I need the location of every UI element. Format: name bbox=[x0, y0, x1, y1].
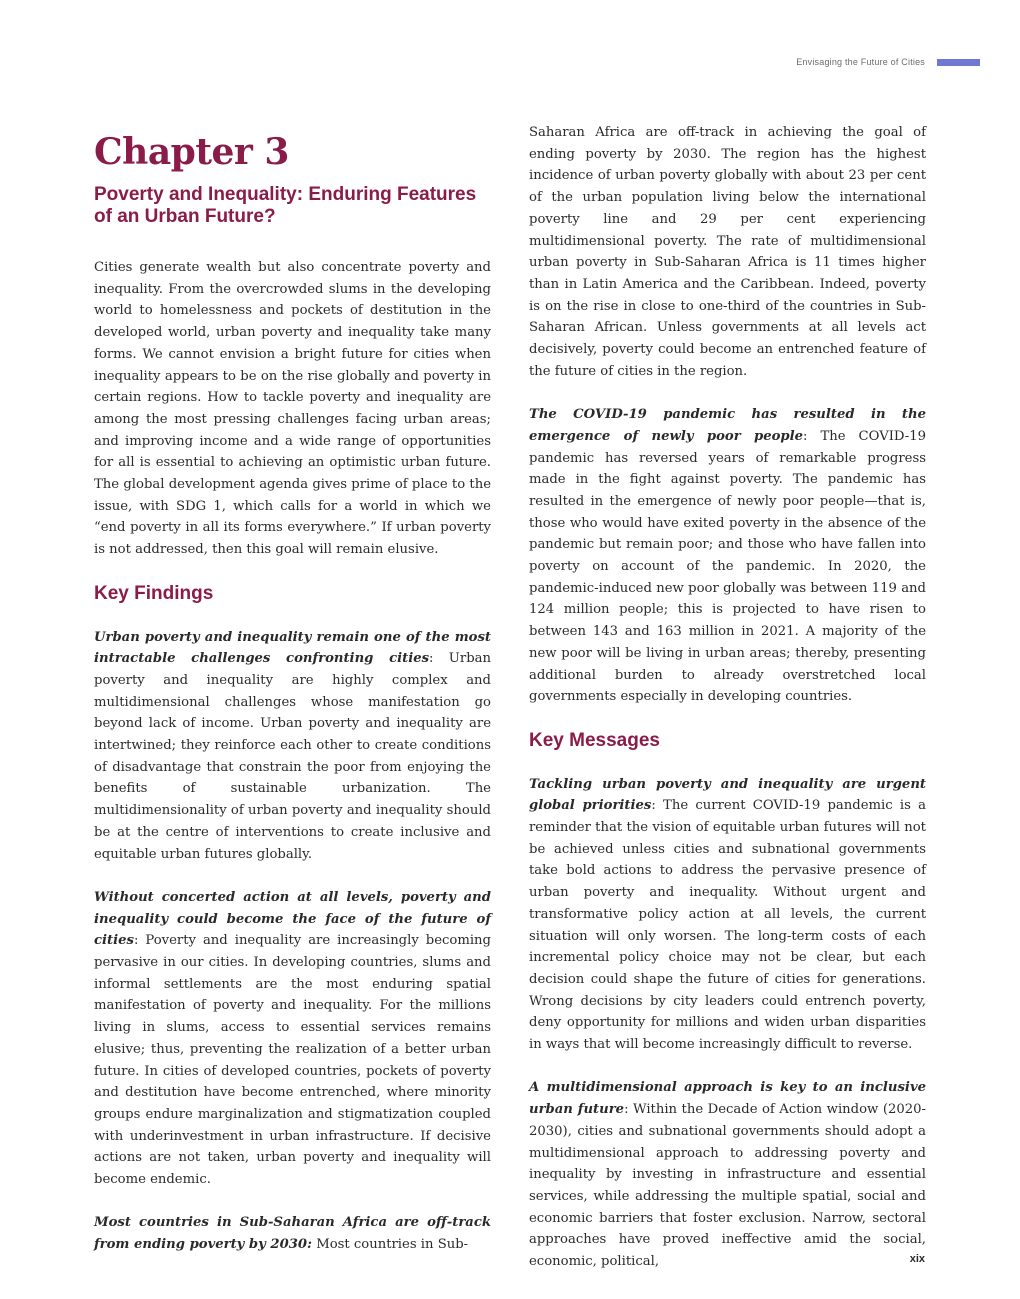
left-column bbox=[94, 126, 491, 1256]
finding-sep-4: : bbox=[803, 428, 821, 444]
finding-body-3-start: Most countries in Sub- bbox=[316, 1237, 469, 1253]
running-header-title: Envisaging the Future of Cities bbox=[796, 57, 925, 67]
finding-paragraph-4 bbox=[529, 404, 926, 708]
finding-lead-4: The COVID-19 pandemic has resulted in the emergence of newly poor people bbox=[529, 407, 926, 444]
header-accent-bar bbox=[937, 59, 980, 66]
finding-lead-2: Without concerted action at all levels, poverty and inequality could become the face of the future of cities bbox=[94, 889, 491, 949]
finding-body-4: The COVID-19 pandemic has reversed years of remarkable progress made in the fight against poverty. The pandemic has resulted in the emergence of newly poor people—that is, those who would have exited poverty in the absence of the pandemic but remain poor; and those who have fallen into poverty on account of the pandemic. In 2020, the pandemic-induced new poor globally was between 119 and 124 million people; this is projected to have risen to between 143 and 163 million in 2021. A majority of the new poor will be living in urban areas; thereby, presenting additional burden to already overstretched local governments especially in developing countries. bbox=[529, 428, 926, 705]
message-sep-2: : bbox=[624, 1102, 633, 1118]
message-body-1: The current COVID-19 pandemic is a reminder that the vision of equitable urban futures will not be achieved unless cities and subnational governments take bold actions to address the pervasive presence of urban poverty and inequality. Without urgent and transformative policy action at all levels, the current situation will only worsen. The long-term costs of each incremental policy choice may not be clear, but each decision could shape the future of cities for generations. Wrong decisions by city leaders could entrench poverty, deny opportunity for millions and widen urban disparities in ways that will become increasingly difficult to reverse. bbox=[529, 798, 926, 1053]
chapter-title: Chapter 3 bbox=[94, 131, 289, 173]
message-paragraph-2 bbox=[529, 1077, 926, 1272]
finding-paragraph-3-continued: Saharan Africa are off-track in achieving the goal of ending poverty by 2030. The region has the highest incidence of urban poverty globally with about 23 per cent of the urban population living below the international poverty line and 29 per cent experiencing multidimensional poverty. The rate of multidimensional urban poverty in Sub-Saharan Africa is 11 times higher than in Latin America and the Caribbean. Indeed, poverty is on the rise in close to one-third of the countries in Sub-Saharan African. Unless governments at all levels act decisively, poverty could become an entrenched feature of the future of cities in the region. bbox=[529, 125, 926, 379]
page-number: xix bbox=[909, 1253, 925, 1265]
key-messages-heading: Key Messages bbox=[529, 729, 660, 751]
message-lead-2: A multidimensional approach is key to an inclusive urban future bbox=[529, 1080, 926, 1118]
finding-paragraph-2 bbox=[94, 887, 491, 1191]
finding-lead-3: Most countries in Sub-Saharan Africa are off-track from ending poverty by 2030: bbox=[94, 1215, 491, 1253]
key-findings-heading: Key Findings bbox=[94, 582, 214, 604]
finding-lead-1: Urban poverty and inequality remain one of the most intractable challenges confronting cities bbox=[94, 629, 491, 667]
finding-body-1: Urban poverty and inequality are highly complex and multidimensional challenges whose manifestation go beyond lack of income. Urban poverty and inequality are intertwined; they reinforce each other to create conditions of disadvantage that constrain the poor from enjoying the benefits of sustainable urbanization. The multidimensionality of urban poverty and inequality should be at the centre of interventions to create inclusive and equitable urban futures globally. bbox=[94, 651, 491, 862]
intro-paragraph: Cities generate wealth but also concentrate poverty and inequality. From the overcrowded slums in the developing world to homelessness and pockets of destitution in the developed world, urban poverty and inequality take many forms. We cannot envision a bright future for cities when inequality appears to be on the rise globally and poverty in certain regions. How to tackle poverty and inequality are among the most pressing challenges facing urban areas; and improving income and a wide range of opportunities for all is essential to achieving an optimistic urban future. The global development agenda gives prime of place to the issue, with SDG 1, which calls for a world in which we “end poverty in all its forms everywhere.” If urban poverty is not addressed, then this goal will remain elusive. bbox=[94, 260, 491, 558]
finding-paragraph-1 bbox=[94, 627, 491, 866]
finding-sep-2: : bbox=[133, 933, 146, 949]
chapter-subtitle: Poverty and Inequality: Enduring Features of an Urban Future? bbox=[94, 184, 477, 227]
message-lead-1: Tackling urban poverty and inequality are urgent global priorities bbox=[529, 776, 926, 814]
message-body-2: Within the Decade of Action window (2020-2030), cities and subnational governments should adopt a multidimensional approach to addressing poverty and inequality by investing in infrastructure and essential services, while addressing the multiple spatial, social and economic barriers that foster exclusion. Narrow, sectoral approaches have proved ineffective amid the social, economic, political, bbox=[529, 1102, 926, 1270]
finding-body-2: Poverty and inequality are increasingly becoming pervasive in our cities. In developing countries, slums and informal settlements are the most enduring spatial manifestation of poverty and inequality. For the millions living in slums, access to essential services remains elusive; thus, preventing the realization of a better urban future. In cities of developed countries, pockets of poverty and destitution have become entrenched, where minority groups endure marginalization and stigmatization coupled with underinvestment in urban infrastructure. If decisive actions are not taken, urban poverty and inequality will become endemic. bbox=[94, 933, 491, 1188]
finding-paragraph-3 bbox=[94, 1212, 491, 1255]
right-column bbox=[529, 122, 926, 1273]
finding-sep-1: : bbox=[429, 651, 449, 667]
message-sep-1: : bbox=[651, 798, 664, 814]
message-paragraph-1 bbox=[529, 774, 926, 1056]
